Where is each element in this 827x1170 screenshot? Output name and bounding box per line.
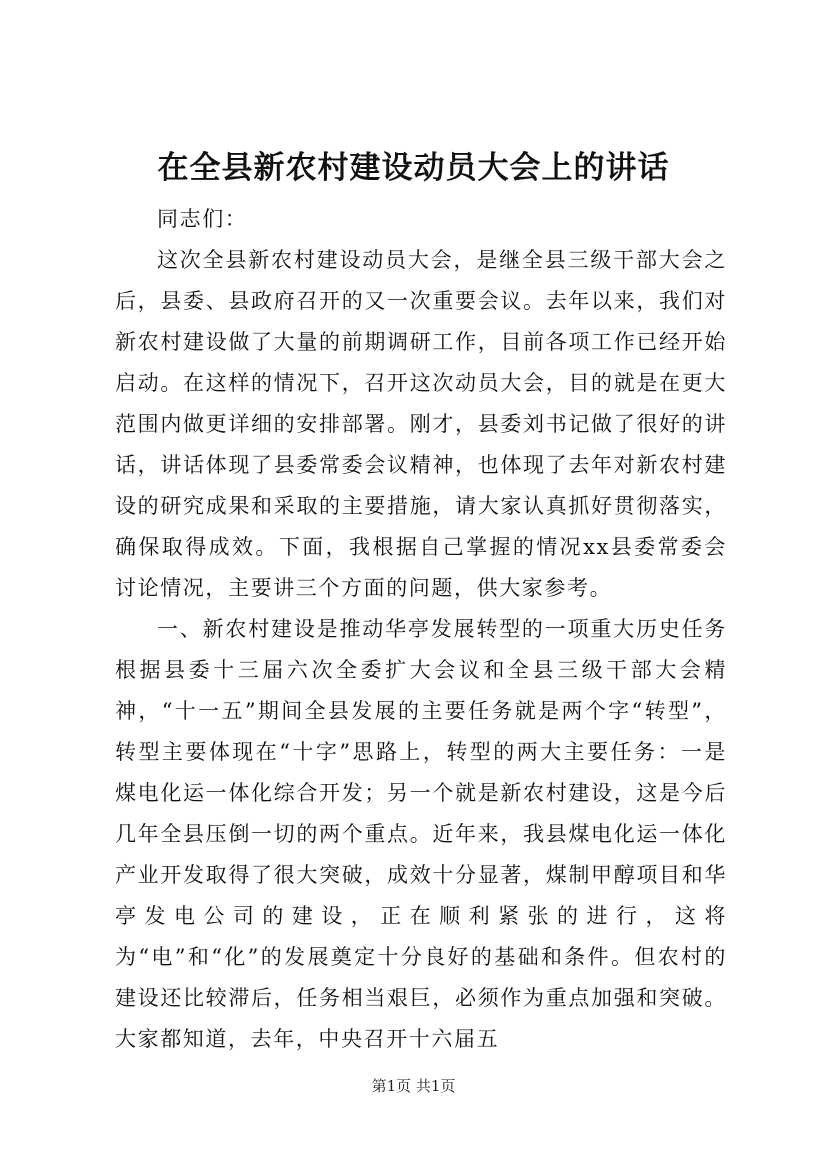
page-footer: 第1页 共1页	[371, 1077, 456, 1095]
document-title: 在全县新农村建设动员大会上的讲话	[157, 150, 670, 186]
paragraph-section-one: 一、新农村建设是推动华亭发展转型的一项重大历史任务根据县委十三届六次全委扩大会议和全县三级干部大会精神，“十一五”期间全县发展的主要任务就是两个字“转型”，转型主要体现在“十字”思路上，转型的两大主要任务：一是煤电化运一体化综合开发；另一个就是新农村建设，这是今后几年全县压倒一切的两个重点。近年来，我县煤电化运一体化产业开发取得了很大突破，成效十分显著，煤制甲醇项目和华亭发电公司的建设，正在顺利紧张的进行，这将为“电”和“化”的发展奠定十分良好的基础和条件。但农村的建设还比较滞后，任务相当艰巨，必须作为重点加强和突破。大家都知道，去年，中央召开十六届五	[115, 617, 727, 1051]
salutation: 同志们：	[157, 207, 248, 231]
paragraph-intro: 这次全县新农村建设动员大会，是继全县三级干部大会之后，县委、县政府召开的又一次重要会议。去年以来，我们对新农村建设做了大量的前期调研工作，目前各项工作已经开始启动。在这样的情况下，召开这次动员大会，目的就是在更大范围内做更详细的安排部署。刚才，县委刘书记做了很好的讲话，讲话体现了县委常委会议精神，也体现了去年对新农村建设的研究成果和采取的主要措施，请大家认真抓好贯彻落实，确保取得成效。下面，我根据自己掌握的情况xx县委常委会讨论情况，主要讲三个方面的问题，供大家参考。	[115, 248, 727, 600]
document-body	[115, 199, 727, 1060]
